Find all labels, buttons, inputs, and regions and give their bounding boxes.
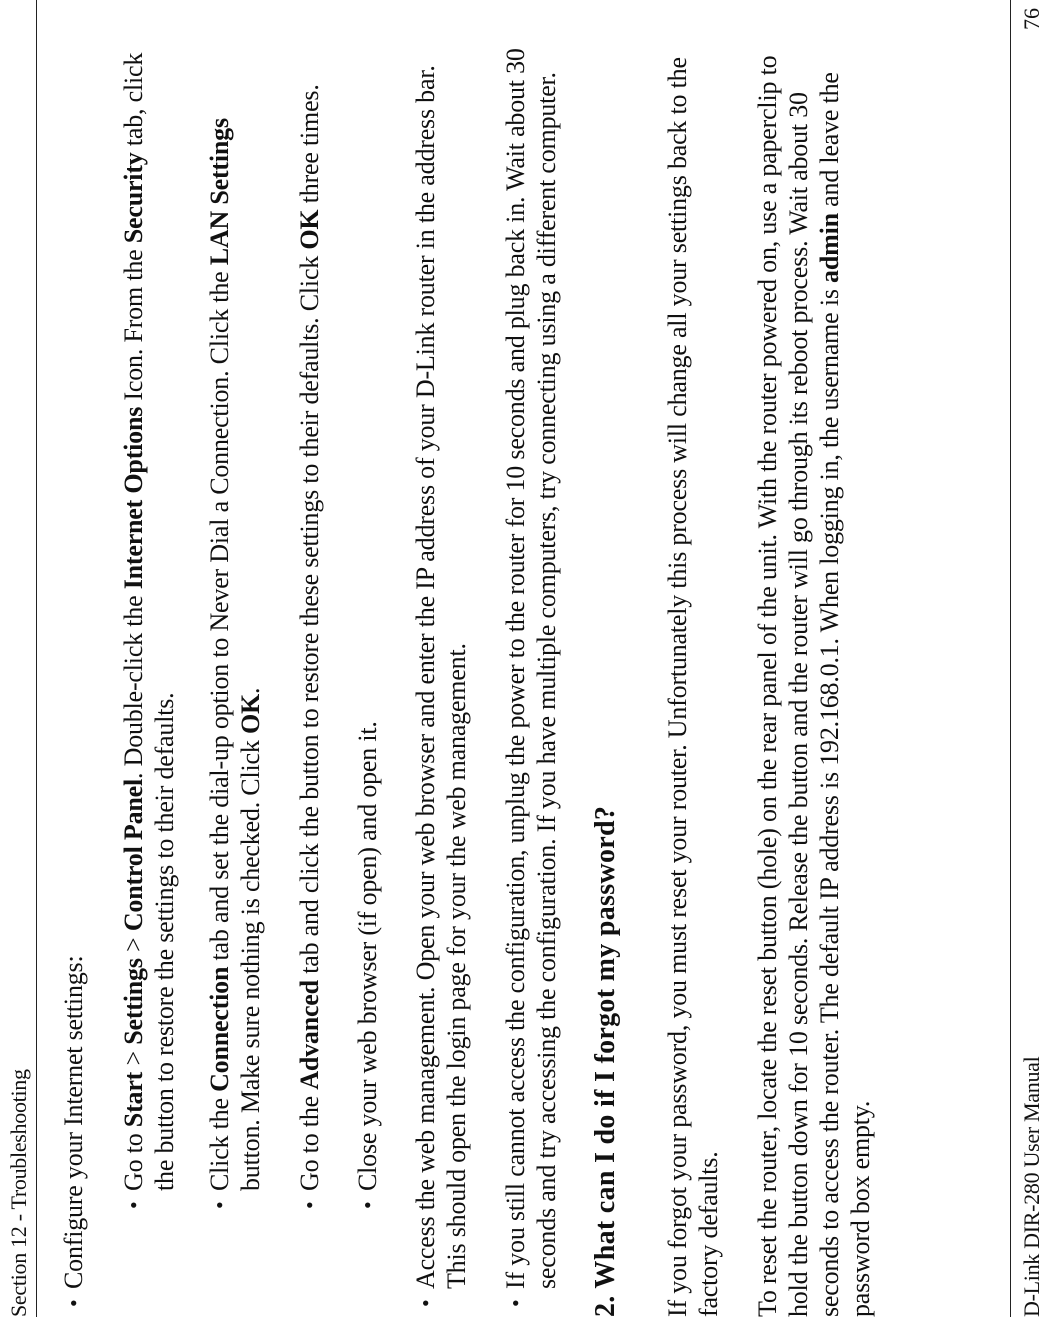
page-header <box>0 0 37 1317</box>
configure-intro: • Configure your Internet settings: <box>58 19 89 1289</box>
access-web-management: • Access the web management. Open your web browser and enter the IP address of your D-Link router in the address bar. This should open the login page for your the web management. <box>410 19 472 1289</box>
step-control-panel: • Go to Start > Settings > Control Panel. Double-click the Internet Options Icon. From the Security tab, click the button to restore the settings to their defaults. <box>118 41 180 1191</box>
step-connection-tab: • Click the Connection tab and set the dial-up option to Never Dial a Connection. Click the LAN Settings button. Make sure nothing is checked. Click OK. <box>204 41 266 1191</box>
step-advanced-tab: • Go to the Advanced tab and click the button to restore these settings to their defaults. Click OK three times. <box>294 41 325 1191</box>
question-heading: 2. What can I do if I forgot my password? <box>590 805 621 1317</box>
page-footer <box>1010 0 1048 1317</box>
still-cannot-access: • If you still cannot access the configuration, unplug the power to the router for 10 seconds and plug back in. Wait about 30 seconds and try accessing the configuration. If you have multiple computers, try connecting using a different computer. <box>500 19 562 1289</box>
step-close-browser: • Close your web browser (if open) and open it. <box>352 41 383 1191</box>
forgot-password-paragraph: If you forgot your password, you must reset your router. Unfortunately this process will change all your settings back to the factory defaults. <box>663 57 723 1317</box>
reset-router-paragraph: To reset the router, locate the reset button (hole) on the rear panel of the unit. With the router powered on, use a paperclip to hold the button down for 10 seconds. Release the button and the router will go through its reboot process. Wait about 30 seconds to access the router. The default IP address is 192.168.0.1. When logging in, the username is admin and leave the password box empty. <box>753 55 875 1317</box>
manual-title: D-Link DIR-280 User Manual <box>1019 1056 1044 1317</box>
page-number: 76 <box>1019 8 1044 30</box>
section-title: Section 12 - Troubleshooting <box>6 1069 31 1317</box>
